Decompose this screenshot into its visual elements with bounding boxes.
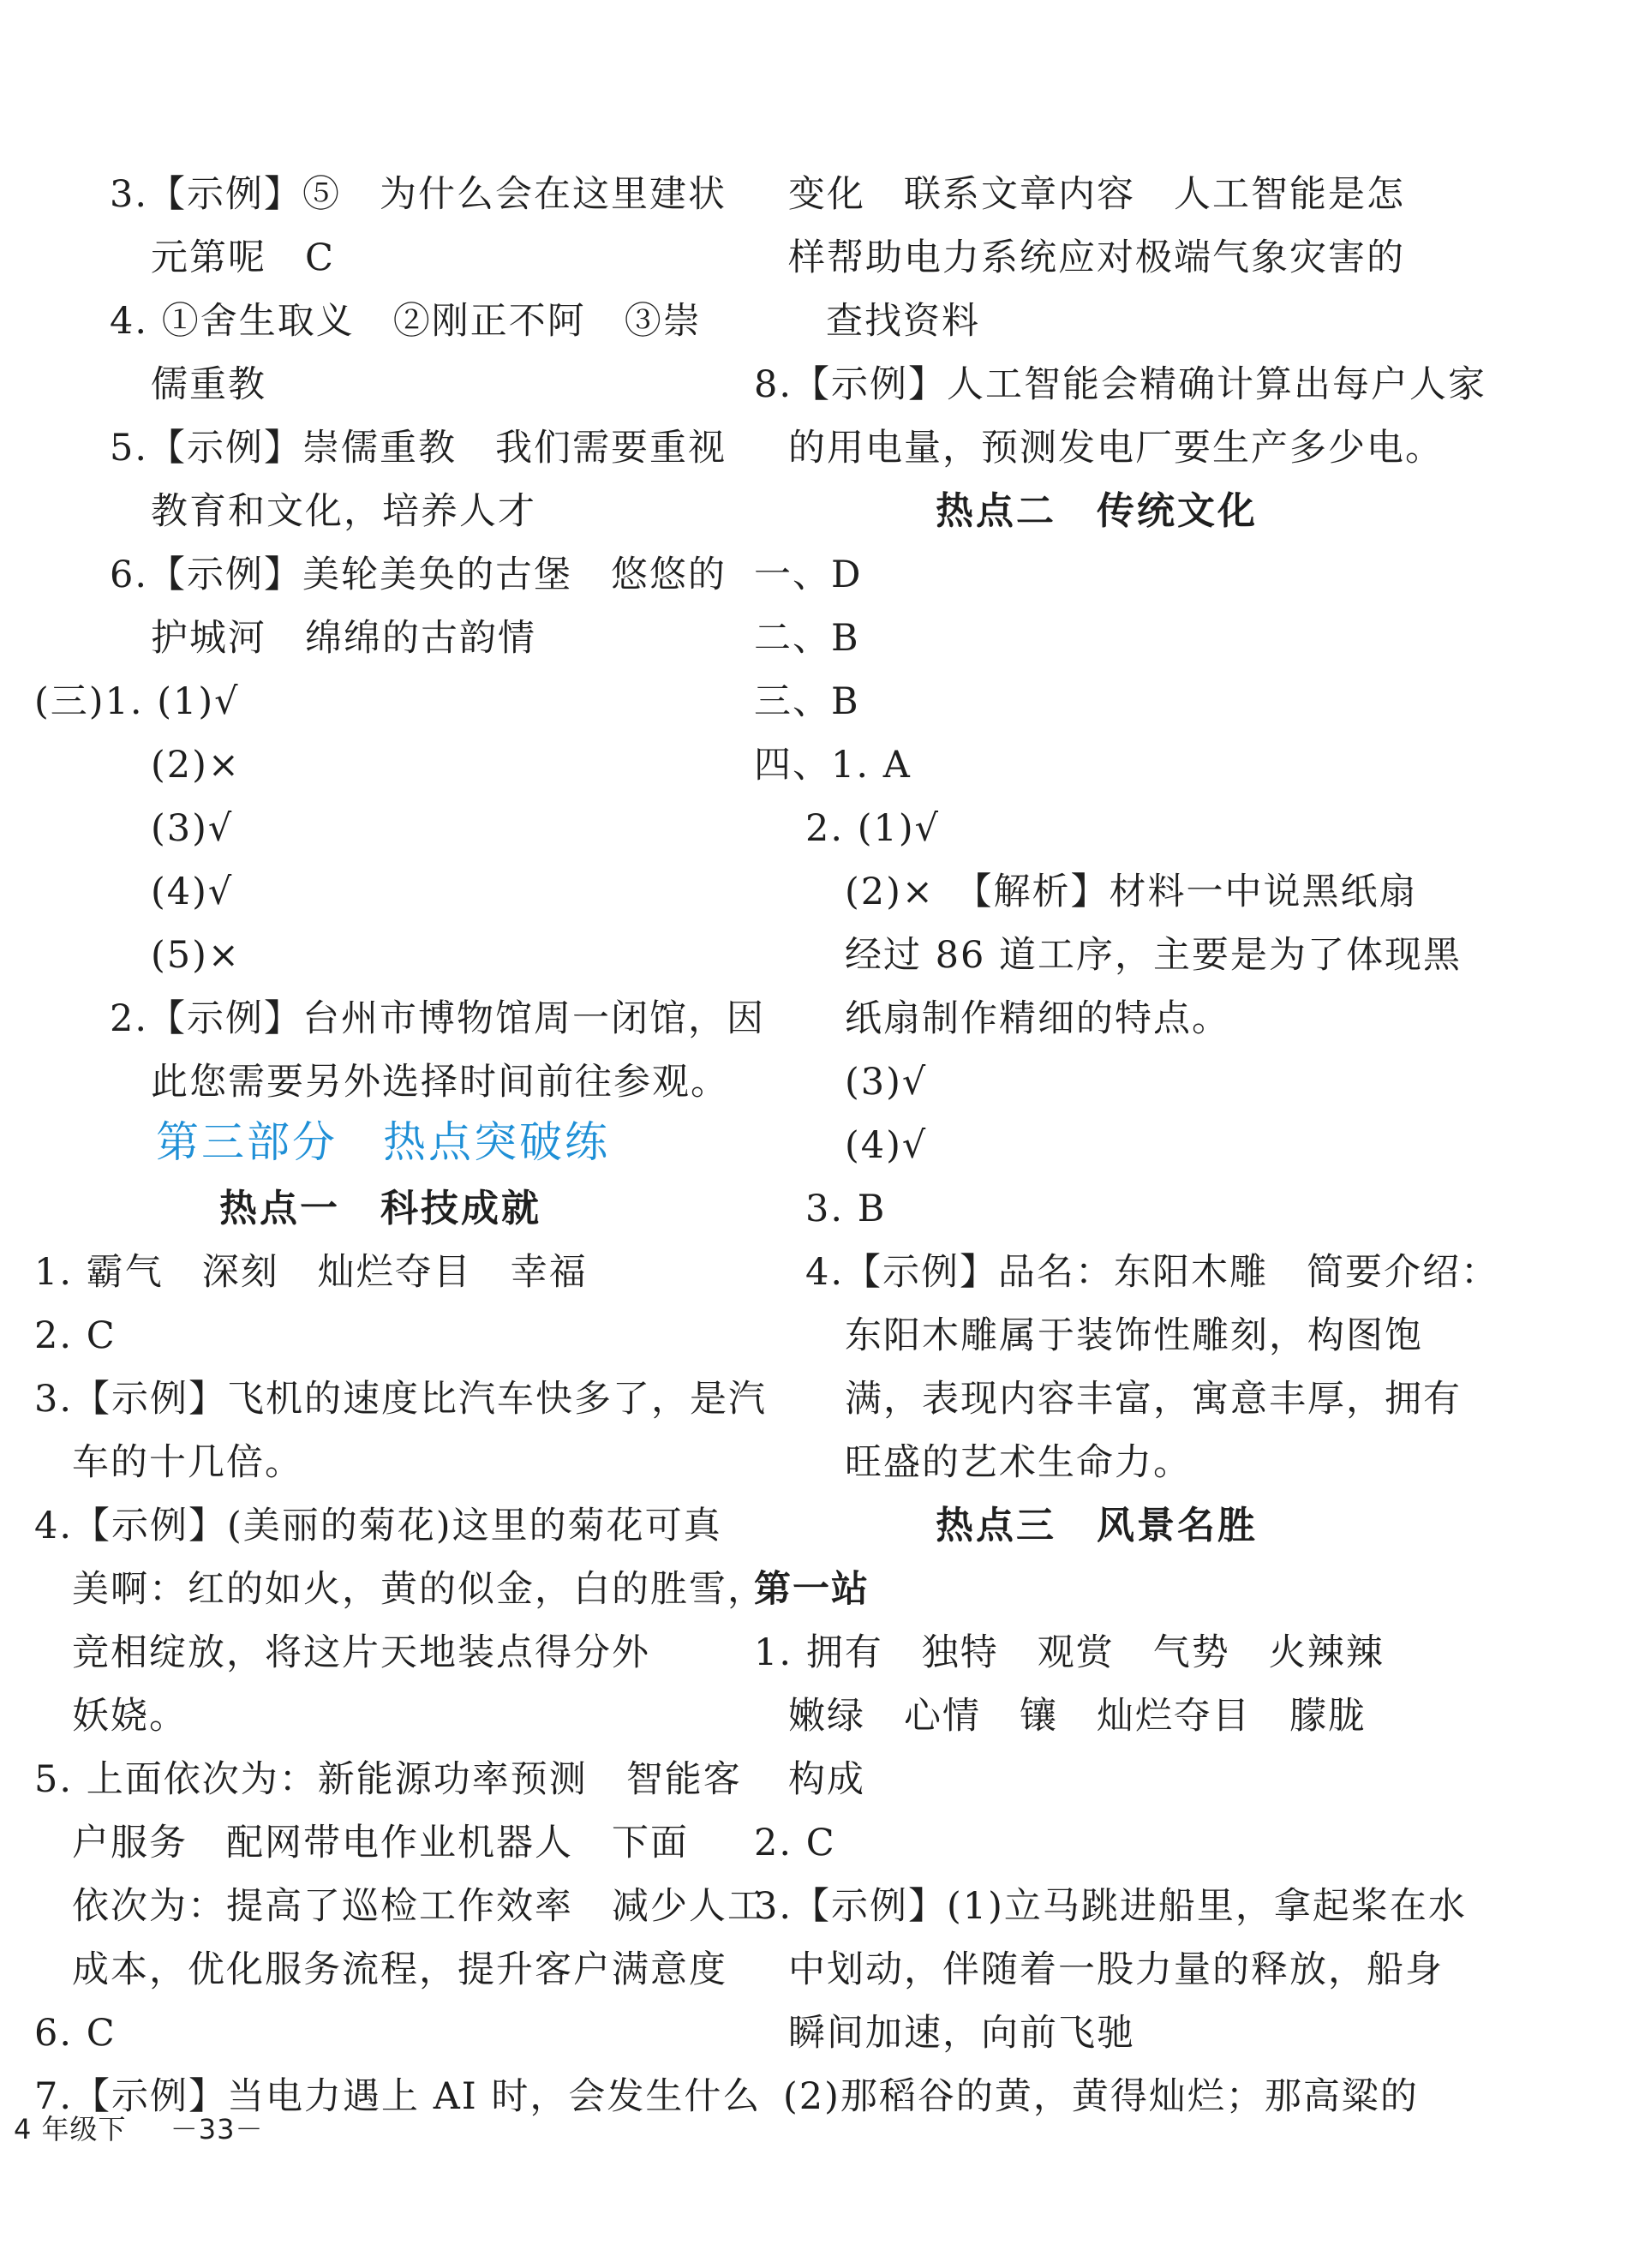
- answer-line: (三)1. (1)√: [34, 680, 240, 723]
- answer-line: 2. C: [34, 1314, 117, 1357]
- answer-line: 经过 86 道工序，主要是为了体现黑: [845, 934, 1463, 977]
- answer-line: 此您需要另外选择时间前往参观。: [151, 1061, 729, 1104]
- answer-line: 2.【示例】台州市博物馆周一闭馆，因: [110, 997, 766, 1040]
- answer-line: 车的十几倍。: [72, 1441, 303, 1484]
- answer-line: 7.【示例】当电力遇上 AI 时，会发生什么: [34, 2075, 762, 2118]
- answer-line: 妖娆。: [72, 1695, 188, 1738]
- answer-line: 依次为：提高了巡检工作效率 减少人工: [72, 1885, 766, 1928]
- part-title: 第三部分 热点突破练: [156, 1117, 610, 1167]
- answer-line: (2)那稻谷的黄，黄得灿烂；那高粱的: [783, 2075, 1419, 2118]
- station-heading: 第一站: [754, 1568, 870, 1611]
- answer-line: (2)×: [151, 744, 241, 787]
- answer-line: 3.【示例】飞机的速度比汽车快多了，是汽: [34, 1378, 768, 1421]
- answer-line: 成本，优化服务流程，提升客户满意度: [72, 1948, 727, 1991]
- answer-line: 竞相绽放，将这片天地装点得分外: [72, 1631, 650, 1674]
- answer-line: 教育和文化，培养人才: [151, 490, 536, 533]
- answer-line: 4.【示例】品名：东阳木雕 简要介绍：: [805, 1251, 1500, 1294]
- answer-line: 一、D: [754, 554, 863, 596]
- answer-line: 东阳木雕属于装饰性雕刻，构图饱: [845, 1314, 1423, 1357]
- answer-line: 3.【示例】(1)立马跳进船里，拿起桨在水: [754, 1885, 1467, 1928]
- answer-line: 样帮助电力系统应对极端气象灾害的: [788, 236, 1405, 279]
- answer-line: (4)√: [845, 1124, 928, 1167]
- answer-line: (3)√: [845, 1061, 928, 1104]
- answer-line: 的用电量，预测发电厂要生产多少电。: [788, 427, 1444, 470]
- section-heading: 热点一 科技成就: [219, 1187, 541, 1230]
- answer-line: 中划动，伴随着一股力量的释放，船身: [788, 1948, 1444, 1991]
- answer-line: (4)√: [151, 871, 234, 913]
- answer-line: 护城河 绵绵的古韵情: [151, 617, 536, 660]
- answer-line: 2. (1)√: [805, 807, 941, 850]
- grade-label: 4 年级下: [14, 2113, 127, 2145]
- answer-line: 1. 拥有 独特 观赏 气势 火辣辣: [754, 1631, 1385, 1674]
- answer-line: 旺盛的艺术生命力。: [845, 1441, 1192, 1484]
- answer-line: 1. 霸气 深刻 灿烂夺目 幸福: [34, 1251, 588, 1294]
- answer-line: 3.【示例】⑤ 为什么会在这里建状: [110, 173, 727, 216]
- section-heading: 热点三 风景名胜: [936, 1504, 1258, 1547]
- answer-line: 户服务 配网带电作业机器人 下面: [72, 1822, 689, 1864]
- answer-line: 嫩绿 心情 镶 灿烂夺目 朦胧: [788, 1695, 1367, 1738]
- page-number: －33－: [170, 2113, 264, 2145]
- answer-line: 纸扇制作精细的特点。: [845, 997, 1230, 1040]
- answer-line: 6.【示例】美轮美奂的古堡 悠悠的: [110, 554, 727, 596]
- answer-line: 构成: [788, 1758, 865, 1801]
- answer-line: 5. 上面依次为：新能源功率预测 智能客: [34, 1758, 742, 1801]
- answer-line: 查找资料: [826, 300, 980, 343]
- answer-line: 4.【示例】(美丽的菊花)这里的菊花可真: [34, 1505, 722, 1547]
- answer-line: 2. C: [754, 1822, 836, 1864]
- answer-line: 二、B: [754, 617, 860, 660]
- answer-line: 6. C: [34, 2012, 117, 2055]
- page-footer: [14, 2108, 297, 2147]
- answer-line: 5.【示例】崇儒重教 我们需要重视: [110, 427, 727, 470]
- answer-line: (5)×: [151, 934, 241, 977]
- answer-line: 美啊：红的如火，黄的似金，白的胜雪，: [72, 1568, 766, 1611]
- answer-line: 儒重教: [151, 363, 266, 406]
- answer-line: 4. ①舍生取义 ②刚正不阿 ③崇: [110, 300, 702, 343]
- section-heading: 热点二 传统文化: [936, 489, 1258, 533]
- answer-line: 满，表现内容丰富，寓意丰厚，拥有: [845, 1378, 1462, 1421]
- answer-line: (3)√: [151, 807, 234, 850]
- answer-line: 8.【示例】人工智能会精确计算出每户人家: [754, 363, 1487, 406]
- answer-line: 变化 联系文章内容 人工智能是怎: [788, 173, 1405, 216]
- answer-line: 三、B: [754, 680, 860, 723]
- answer-line: 3. B: [805, 1188, 887, 1230]
- answer-line: (2)× 【解析】材料一中说黑纸扇: [845, 871, 1418, 913]
- answer-line: 四、1. A: [754, 744, 912, 787]
- answer-line: 元第呢 C: [151, 236, 335, 279]
- answer-line: 瞬间加速，向前飞驰: [788, 2012, 1135, 2055]
